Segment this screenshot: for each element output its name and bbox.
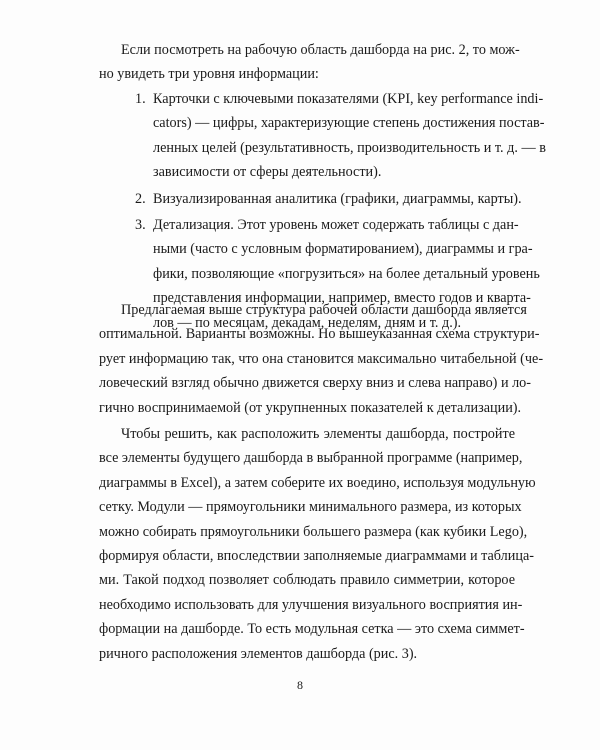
list-item-1 [99,87,546,185]
paragraph-line: ми. Такой подход позволяет соблюдать правило симметрии, которое [99,572,515,589]
paragraph-line: рует информацию так, что она становится максимально читабельной (че- [99,350,544,367]
list-line: фики, позволяющие «погрузиться» на более детальный уровень [153,265,540,282]
paragraph-line: Если посмотреть на рабочую область дашборда на рис. 2, то мож- [121,42,520,58]
paragraph-line: диаграммы в Excel), а затем соберите их воедино, используя модульную [99,474,536,491]
paragraph-line: но увидеть три уровня информации: [99,66,319,83]
list-number: 1. [135,91,146,107]
paragraph-line: необходимо использовать для улучшения визуального восприятия ин- [99,596,523,613]
paragraph-line: ричного расположения элементов дашборда (рис. 3). [99,645,418,662]
paragraph-line: оптимальной. Варианты возможны. Но вышеуказанная схема структури- [99,326,540,343]
page-number: 8 [297,678,303,692]
paragraph-modular-grid [99,422,536,666]
list-line: представления информации, например, вместо годов и кварта- [153,290,531,307]
paragraph-line: ловеческий взгляд обычно движется сверху вниз и слева направо) и ло- [99,375,531,392]
paragraph-line: гично воспринимаемой (от укрупненных показателей к детализации). [99,399,522,416]
list-number: 2. [135,190,146,207]
paragraph-line: формации на дашборде. То есть модульная сетка — это схема симмет- [99,621,525,638]
list-line: Визуализированная аналитика (графики, диаграммы, карты). [153,190,522,207]
paragraph-line: формируя области, впоследствии заполняемые диаграммами и таблица- [99,547,534,564]
paragraph-line: можно собирать прямоугольники большего размера (как кубики Lego), [99,523,528,540]
list-line: зависимости от сферы деятельности). [153,164,382,181]
list-line: лов — по месяцам, декадам, неделям, дням и т. д.). [153,314,462,331]
list-item-2 [99,187,522,211]
paragraph-line: Предлагаемая выше структура рабочей области дашборда является [121,302,527,318]
paragraph-line: все элементы будущего дашборда в выбранной программе (например, [99,450,523,467]
list-number: 3. [135,216,146,233]
list-line: cators) — цифры, характеризующие степень достижения постав- [153,115,545,132]
paragraph-line: сетку. Модули — прямоугольники минимального размера, из которых [99,499,522,516]
list-line: ленных целей (результативность, производительность и т. д. — в [153,139,546,156]
list-line: Детализация. Этот уровень может содержать таблицы с дан- [153,216,519,233]
paragraph-line: Чтобы решить, как расположить элементы дашборда, постройте [121,426,515,442]
list-line: ными (часто с условным форматированием), диаграммы и гра- [153,241,533,258]
list-line: Карточки с ключевыми показателями (KPI, key performance indi- [153,91,544,107]
paragraph-intro [99,38,520,87]
paragraph-structure [99,298,544,420]
